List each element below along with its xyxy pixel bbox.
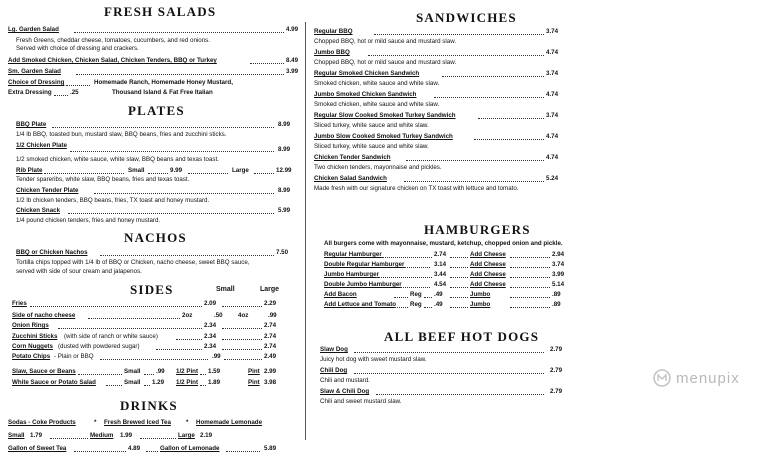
column-divider [305,22,306,440]
gallon-tea-price: 4.89 [128,445,141,452]
onion-rings-small: 2.34 [204,322,217,329]
corn-nuggets-name: Corn Nuggets [12,343,53,350]
leader-dots [406,155,544,161]
leader-dots [54,90,68,96]
burger-addon-label: Add Cheese [470,261,506,268]
chicken-tender-plate-desc: 1/2 lb chicken tenders, BBQ beans, fries, TX toast and honey mustard. [16,197,210,204]
sandwiches-heading: SANDWICHES [416,10,517,25]
leader-dots [52,122,274,128]
burger-reg-label: Reg [410,291,422,298]
gallon-tea-label: Gallon of Sweet Tea [8,445,67,452]
sandwich-price: 3.74 [546,112,559,119]
sandwich-name: Jumbo Smoked Chicken Sandwich [314,91,417,98]
fries-small: 2.09 [204,300,217,307]
leader-dots [224,354,262,360]
leader-dots [222,344,262,350]
leader-dots [442,71,544,77]
bbq-plate-desc: 1/4 lb BBQ, toasted bun, mustard slaw, BBQ beans, fries and zucchini sticks. [16,131,227,138]
rib-plate-name: Rib Plate [16,167,43,174]
leader-dots [100,250,274,256]
sm-garden-salad-name: Sm. Garden Salad [8,68,61,75]
sandwich-desc: Sliced turkey, white sauce and white slaw. [314,122,429,129]
drinks-large-price: 2.19 [200,432,213,439]
add-protein-price: 8.49 [286,57,299,64]
hot-dog-name: Slaw & Chili Dog [320,388,370,395]
nacho-cheese-name: Side of nacho cheese [12,312,76,319]
hot-dog-price: 2.79 [550,367,563,374]
nachos-desc2: served with side of sour cream and jalapenos. [16,268,142,275]
burger-addon-label: Add Cheese [470,251,506,258]
nachos-name: BBQ or Chicken Nachos [16,249,88,256]
burger-price: 3.44 [434,271,447,278]
rib-small-label: Small [128,167,145,174]
chicken-snack-desc: 1/4 pound chicken tenders, fries and honey mustard. [16,217,161,224]
burger-name: Add Bacon [324,291,357,298]
white-small-price: 1.29 [152,379,165,386]
zucchini-sticks-large: 2.74 [264,333,277,340]
nachos-heading: NACHOS [124,230,187,245]
fries-name: Fries [12,300,27,307]
leader-dots [68,208,274,214]
nacho-cheese-small-size: 2oz [182,312,193,319]
hot-dog-desc: Juicy hot dog with sweet mustard slaw. [320,356,427,363]
sandwich-price: 5.24 [546,175,559,182]
leader-dots [188,168,228,174]
leader-dots [404,176,544,182]
sandwich-desc: Smoked chicken, white sauce and white slaw. [314,101,440,108]
corn-nuggets-note: (dusted with powdered sugar) [58,343,140,350]
corn-nuggets-large: 2.74 [264,343,277,350]
leader-dots [394,292,408,298]
nachos-desc: Tortilla chips topped with 1/4 lb of BBQ or Chicken, nacho cheese, sweet BBQ sauce, [16,259,250,266]
slaw-small-price: .99 [156,368,165,375]
hot-dog-desc: Chili and mustard. [320,377,370,384]
lg-garden-salad-price: 4.99 [286,26,299,33]
leader-dots [148,168,168,174]
sandwich-name: Regular Slow Cooked Smoked Turkey Sandwich [314,112,456,119]
sandwich-name: Chicken Salad Sandwich [314,175,387,182]
leader-dots [450,262,468,268]
sandwich-price: 3.74 [546,28,559,35]
extra-dressing-price: .25 [70,89,79,96]
leader-dots [450,282,468,288]
white-pint-label: Pint [248,379,260,386]
leader-dots [94,188,274,194]
leader-dots [434,92,544,98]
sandwich-name: Jumbo Slow Cooked Smoked Turkey Sandwich [314,133,453,140]
leader-dots [374,29,544,35]
sides-heading: SIDES [130,282,174,297]
leader-dots [376,272,432,278]
drinks-lemonade: Homemade Lemonade [196,419,263,426]
potato-chips-note: - Plain or BBQ [54,353,94,360]
sandwich-price: 4.74 [546,154,559,161]
burger-addon-label: Jumbo [470,291,491,298]
burger-name: Jumbo Hamburger [324,271,380,278]
leader-dots [70,146,274,152]
fries-large: 2.29 [264,300,277,307]
nachos-price: 7.50 [276,249,289,256]
leader-dots [146,446,158,452]
right-column [314,0,570,466]
drinks-star: * [94,419,97,426]
drinks-sodas: Sodas - Coke Products [8,419,76,426]
white-pint-price: 3.98 [264,379,277,386]
hamburgers-intro: All burgers come with mayonnaise, mustard, ketchup, chopped onion and pickle. [324,240,563,247]
sandwich-name: Regular Smoked Chicken Sandwich [314,70,420,77]
hot-dogs-heading: ALL BEEF HOT DOGS [384,329,540,344]
nacho-cheese-large: .99 [268,312,277,319]
chicken-snack-name: Chicken Snack [16,207,61,214]
zucchini-sticks-name: Zucchini Sticks [12,333,58,340]
sandwich-desc: Chopped BBQ, hot or mild sauce and mustard slaw. [314,59,457,66]
sandwich-name: Jumbo BBQ [314,49,350,56]
leader-dots [100,354,208,360]
leader-dots [200,369,206,375]
white-half-price: 1.89 [208,379,221,386]
zucchini-sticks-small: 2.34 [204,333,217,340]
rib-small-price: 9.99 [170,167,183,174]
leader-dots [478,113,544,119]
lg-garden-salad-name: Lg. Garden Salad [8,26,59,33]
leader-dots [66,80,90,86]
leader-dots [510,282,550,288]
drinks-medium-label: Medium [90,432,114,439]
corn-nuggets-small: 2.34 [204,343,217,350]
leader-dots [510,272,550,278]
burger-addon-price: 3.99 [552,271,565,278]
half-chicken-plate-price: 8.99 [278,146,291,153]
dressing-options-1: Homemade Ranch, Homemade Honey Mustard, [94,79,233,86]
sandwich-name: Chicken Tender Sandwich [314,154,391,161]
leader-dots [394,302,408,308]
burger-addon-price: 3.74 [552,261,565,268]
leader-dots [450,292,468,298]
half-chicken-plate-desc: 1/2 smoked chicken, white sauce, white slaw, BBQ beans and texas toast. [16,156,219,163]
leader-dots [106,380,122,386]
leader-dots [74,446,126,452]
leader-dots [510,262,550,268]
leader-dots [156,344,202,350]
leader-dots [200,380,206,386]
nacho-cheese-large-size: 4oz [238,312,249,319]
leader-dots [88,313,180,319]
sandwich-desc: Two chicken tenders, mayonnaise and pickles. [314,164,442,171]
sandwich-desc: Chopped BBQ, hot or mild sauce and mustard slaw. [314,38,457,45]
burger-addon-label: Jumbo [470,301,491,308]
leader-dots [424,302,432,308]
burger-name: Add Lettuce and Tomato [324,301,397,308]
leader-dots [382,252,432,258]
sandwich-desc: Smoked chicken, white sauce and white slaw. [314,80,440,87]
lg-garden-salad-desc: Fresh Greens, cheddar cheese, tomatoes, cucumbers, and red onions. [16,37,210,44]
burger-addon-label: Add Cheese [470,271,506,278]
sandwich-price: 4.74 [546,91,559,98]
burger-price: 4.54 [434,281,447,288]
leader-dots [424,292,432,298]
menupix-logo-icon [652,368,672,388]
hot-dog-desc: Chili and sweet mustard slaw. [320,398,402,405]
sandwich-price: 4.74 [546,49,559,56]
leader-dots [250,58,284,64]
burger-addon-price: 2.94 [552,251,565,258]
dressing-label: Choice of Dressing [8,79,65,86]
drinks-large-label: Large [178,432,195,439]
leader-dots [510,252,550,258]
slaw-small-label: Small [124,368,141,375]
zucchini-sticks-note: (with side of ranch or white sauce) [64,333,158,340]
chicken-snack-price: 5.99 [278,207,291,214]
leader-dots [400,282,430,288]
drinks-iced-tea: Fresh Brewed Iced Tea [104,419,171,426]
sandwich-name: Regular BBQ [314,28,353,35]
gallon-lemonade-price: 5.89 [264,445,277,452]
drinks-medium-price: 1.99 [120,432,133,439]
leader-dots [30,301,202,307]
leader-dots [74,27,284,33]
sandwich-price: 3.74 [546,70,559,77]
leader-dots [354,347,544,353]
lg-garden-salad-desc2: Served with choice of dressing and crackers. [16,45,139,52]
chicken-tender-plate-price: 8.99 [278,187,291,194]
leader-dots [76,69,284,75]
leader-dots [78,369,122,375]
rib-large-label: Large [232,167,249,174]
slaw-sauce-beans-name: Slaw, Sauce or Beans [12,368,76,375]
drinks-small-label: Small [8,432,25,439]
slaw-pint-price: 2.99 [264,368,277,375]
burger-reg-label: Reg [410,301,422,308]
onion-rings-large: 2.74 [264,322,277,329]
leader-dots [450,252,468,258]
rib-plate-desc: Tender spareribs, white slaw, BBQ beans, fries and texas toast. [16,176,190,183]
sides-small-header: Small [216,286,235,293]
leader-dots [510,302,550,308]
sm-garden-salad-price: 3.99 [286,68,299,75]
gallon-lemonade-label: Gallon of Lemonade [160,445,220,452]
burger-name: Double Regular Hamburger [324,261,405,268]
white-sauce-potato-salad-name: White Sauce or Potato Salad [12,379,96,386]
leader-dots [44,168,124,174]
burger-price: 2.74 [434,251,447,258]
burger-price: .49 [434,301,443,308]
slaw-pint-label: Pint [248,368,260,375]
fresh-salads-heading: FRESH SALADS [104,4,217,19]
sandwich-desc: Made fresh with our signature chicken on TX toast with lettuce and tomato. [314,185,519,192]
sandwich-price: 4.74 [546,133,559,140]
leader-dots [254,168,274,174]
hot-dog-price: 2.79 [550,388,563,395]
bbq-plate-price: 8.99 [278,121,291,128]
leader-dots [376,389,544,395]
white-half-label: 1/2 Pint [176,379,199,386]
leader-dots [450,272,468,278]
burger-addon-price: 5.14 [552,281,565,288]
leader-dots [222,301,262,307]
leader-dots [474,134,544,140]
burger-price: 3.14 [434,261,447,268]
slaw-half-label: 1/2 Pint [176,368,199,375]
leader-dots [140,433,176,439]
leader-dots [222,323,262,329]
leader-dots [58,323,202,329]
hot-dog-name: Chili Dog [320,367,348,374]
dressing-options-2: Thousand Island & Fat Free Italian [112,89,213,96]
burger-addon-price: .89 [552,291,561,298]
nacho-cheese-small: .50 [214,312,223,319]
chicken-tender-plate-name: Chicken Tender Plate [16,187,79,194]
hot-dog-price: 2.79 [550,346,563,353]
add-protein-name: Add Smoked Chicken, Chicken Salad, Chicken Tenders, BBQ or Turkey [8,57,217,64]
burger-addon-label: Add Cheese [470,281,506,288]
hamburgers-heading: HAMBURGERS [424,222,531,237]
sandwich-desc: Sliced turkey, white sauce and white slaw. [314,143,429,150]
leader-dots [144,369,154,375]
white-small-label: Small [124,379,141,386]
potato-chips-name: Potato Chips [12,353,51,360]
burger-addon-price: .89 [552,301,561,308]
drinks-small-price: 1.79 [30,432,43,439]
leader-dots [50,433,88,439]
leader-dots [354,368,544,374]
rib-large-price: 12.99 [276,167,292,174]
potato-chips-small: .99 [212,353,221,360]
plates-heading: PLATES [128,103,185,118]
sides-large-header: Large [260,286,280,293]
burger-name: Regular Hamburger [324,251,382,258]
slaw-half-price: 1.59 [208,368,221,375]
burger-price: .49 [434,291,443,298]
bbq-plate-name: BBQ Plate [16,121,47,128]
leader-dots [510,292,550,298]
left-column [8,0,301,466]
leader-dots [176,334,202,340]
extra-dressing-label: Extra Dressing [8,89,52,96]
menupix-watermark: menupix [676,370,740,387]
hot-dog-name: Slaw Dog [320,346,348,353]
drinks-star: * [186,419,189,426]
burger-name: Double Jumbo Hamburger [324,281,402,288]
leader-dots [368,50,544,56]
leader-dots [226,446,260,452]
leader-dots [404,262,430,268]
leader-dots [144,380,150,386]
leader-dots [222,334,262,340]
potato-chips-large: 2.49 [264,353,277,360]
half-chicken-plate-name: 1/2 Chicken Plate [16,142,67,149]
onion-rings-name: Onion Rings [12,322,49,329]
drinks-heading: DRINKS [120,398,178,413]
leader-dots [450,302,468,308]
